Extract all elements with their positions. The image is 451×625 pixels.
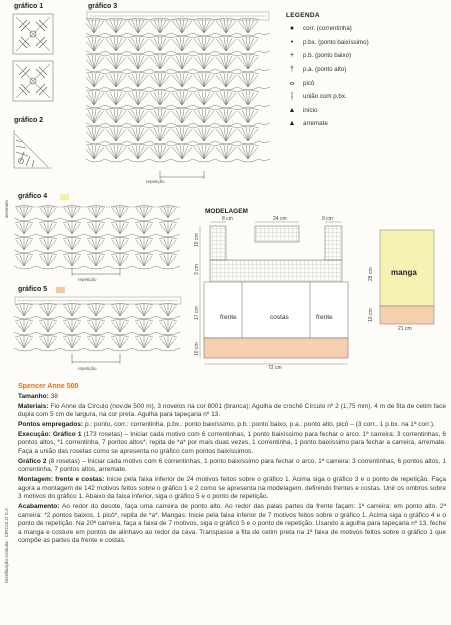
dim-h17: 17 cm	[194, 306, 200, 320]
chart-5-diagram	[14, 296, 182, 368]
double-crochet-icon: †	[290, 66, 294, 74]
chart-3-label: gráfico 3	[88, 3, 118, 10]
legend-label: p.a. (ponto alto)	[303, 66, 347, 74]
points-label: Pontos empregados:	[18, 420, 84, 428]
instructions	[18, 383, 446, 547]
legend-item	[286, 76, 446, 90]
dim-manga-band: 10 cm	[368, 308, 374, 322]
legend-item	[286, 22, 446, 36]
finish-icon: ▲	[288, 120, 296, 128]
chart-2-label: gráfico 2	[14, 117, 44, 124]
start-icon: ▲	[288, 106, 296, 114]
legend-label: início	[303, 106, 318, 114]
dim-top-mid: 24 cm	[273, 216, 287, 222]
dim-manga-w: 21 cm	[398, 326, 412, 332]
chart-4-swatch	[60, 194, 69, 200]
single-crochet-icon: +	[289, 52, 295, 60]
size-label: Tamanho:	[18, 392, 49, 400]
dim-bottom: 72 cm	[268, 365, 282, 371]
finishing-text: Ao redor do decote, faça uma carreira de ponto alto. Ao redor das palas partes da frente façam: 1ª carreira: em ponto alto. 2ª carreira: *2 pontos baixos, 1 picô*, repita de *a*. Mangas: Inicie pela faixa inferior de 7 motivos feitos sobre o gráfico 1. Acima siga o gráfico 4 e o ponto de repetição. Na 20ª carreira, faça a faixa de 7 motivos, siga o gráfico 5 e o ponto de repetição. Usando a agulha para tapeçaria nº 13, feche a manga e costure em pontos de alinhavo ao redor da cava. Transpasse a fita de cetim preta na 1ª faixa de motivos feitos sobre o gráfico 1 que compõe as partes da frente e costas.	[18, 503, 446, 545]
chart-2-diagram	[12, 128, 56, 172]
assembly-label: Montagem: frente e costas:	[18, 476, 105, 484]
piece-frente-right: frente	[316, 314, 333, 321]
picot-icon: ⴰ	[289, 80, 295, 88]
legend-item	[286, 63, 446, 77]
materials-text: Fio Anne da Círculo (nov.de 500 m), 3 novelos na cor 8001 (branca); Agulha de crochê Círculo nº 2 (1,75 mm). 4 m de fita de cetim face dupla com 5 cm de largura, na cor preta. Agulha para tapeçaria nº 13.	[18, 402, 446, 419]
legend-label: união com p.bx.	[303, 93, 347, 101]
chart-3-diagram	[86, 11, 270, 191]
side-credit	[4, 463, 12, 583]
chart-4-finish-label: arremate	[4, 199, 9, 218]
join-icon: ⸽	[291, 93, 293, 101]
legend	[286, 12, 446, 131]
dim-manga-h: 28 cm	[368, 267, 374, 281]
legend-item	[286, 49, 446, 63]
chart-5-repeat-label: repetição	[78, 366, 97, 371]
modelagem-diagram	[196, 216, 356, 368]
materials-label: Materiais:	[18, 402, 49, 410]
dim-h15: 15 cm	[194, 233, 200, 247]
chart2-text: (8 rosetas) – Iniciar cada motivo com 6 correntinhas, 1 ponto baixíssimo para fechar o arco. 1ª carreira: 3 correntinhas, 6 pontos altos, 1 correntinha, 7 pontos altos, arremate.	[18, 457, 447, 474]
dim-h10: 10 cm	[194, 342, 200, 356]
legend-title: LEGENDA	[286, 12, 320, 19]
legend-item	[286, 104, 446, 118]
legend-item	[286, 36, 446, 50]
manga-diagram	[376, 228, 438, 332]
piece-frente-left: frente	[220, 314, 237, 321]
size-value: 38	[50, 392, 58, 400]
legend-item	[286, 90, 446, 104]
chart-5-swatch	[56, 287, 65, 293]
legend-label: corr. (correntinha)	[303, 25, 352, 33]
dim-h3: 3 cm	[194, 264, 200, 275]
chart-5-label: gráfico 5	[18, 286, 48, 293]
modelagem-title: MODELAGEM	[205, 208, 248, 215]
piece-manga: manga	[391, 268, 417, 277]
legend-label: picô	[303, 79, 315, 87]
dim-top-left: 8 cm	[222, 216, 233, 222]
chart-1-diagram	[12, 13, 56, 105]
points-text: p.: ponto, corr.: correntinha, p.bx.: ponto baixíssimo, p.b.: ponto baixo, p.a.: ponto alto, picô – (3 corr., 1 p.bx. na 1ª corr.).	[84, 420, 435, 428]
finishing-label: Acabamento:	[18, 503, 60, 511]
dim-top-right: 9 cm	[322, 216, 333, 222]
execution-text: (173 rosetas) – Iniciar cada motivo com 6 correntinhas, 1 ponto baixíssimo para fechar o arco. 1ª carreira: 3 correntinhas, 6 pontos altos, *1 correntinha, 7 pontos altos*, repita de *a* por mais duas vezes, 1 correntinha, 1 ponto baixíssimo para fechar a carreira, arremate. Faça a união das rosetas como se apresenta no gráfico com pontos baixíssimos.	[18, 430, 447, 455]
chart-4-label: gráfico 4	[18, 193, 48, 200]
slip-stitch-icon: •	[290, 38, 294, 46]
assembly-text: Inicie pela faixa inferior de 24 motivos feitos sobre o gráfico 1. Acima siga o gráfico 3 e o ponto de repetição. Faça agora a montagem de 142 motivos feitos sobre o gráfico 1 e 2 como se apresenta na modelagem, definindo frentes e costas. Unir os ombros sobre 3 motivos do gráfico 1. Abaixo da faixa inferior, siga o gráfico 5 e o ponto de repetição.	[18, 476, 446, 501]
chart-1-label: gráfico 1	[14, 3, 44, 10]
chart-4-repeat-label: repetição	[78, 277, 97, 282]
legend-label: arremate	[303, 120, 328, 128]
legend-label: p.bx. (ponto baixíssimo)	[303, 38, 369, 46]
pattern-title: Spencer Anne 500	[18, 383, 79, 390]
chart-4-diagram	[14, 204, 182, 278]
execution-label: Execução: Gráfico 1	[18, 430, 82, 438]
chain-stitch-icon: ●	[289, 25, 295, 33]
piece-costas: costas	[270, 314, 289, 321]
legend-item	[286, 117, 446, 131]
side-credit-text: Distribuição Gratuita - CÍRCULO S.A	[4, 507, 9, 583]
chart-3-repeat-label: repetição	[146, 179, 165, 184]
chart2-label: Gráfico 2	[18, 457, 47, 465]
legend-label: p.b. (ponto baixo)	[303, 52, 352, 60]
